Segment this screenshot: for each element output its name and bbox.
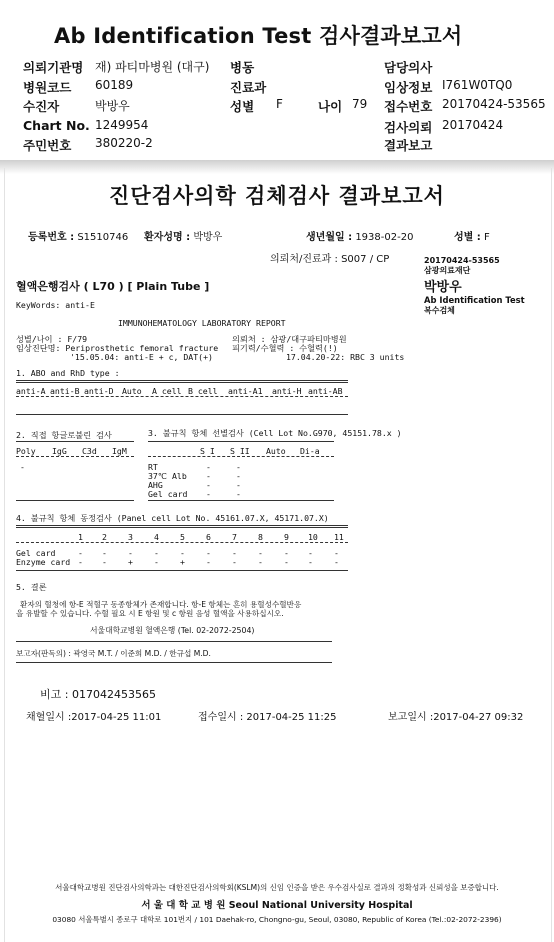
sec5-title: 5. 결론 bbox=[16, 582, 47, 592]
sticker-accession: 20170424-53565 bbox=[424, 256, 500, 265]
sec4-cell-r1-c9: - bbox=[284, 548, 289, 558]
sec3-row-gel-s2: - bbox=[236, 489, 241, 499]
value-chart-no: 1249954 bbox=[95, 118, 149, 132]
sec4-cell-r2-c11: - bbox=[334, 557, 339, 567]
conclusion-line-2: 을 유발할 수 있습니다. 수혈 필요 시 E 항원 및 c 항원 음성 혈액을 사용하십시오. bbox=[16, 609, 284, 618]
sec4-h-col-9: 9 bbox=[284, 532, 289, 542]
sec1-rule-bottom bbox=[16, 414, 348, 415]
sec3-row-rt-s2: - bbox=[236, 462, 241, 472]
sec4-h-col-7: 7 bbox=[232, 532, 237, 542]
sec3-h-s2: S II bbox=[230, 446, 250, 456]
sec4-h-col-2: 2 bbox=[102, 532, 107, 542]
label-clinical-info: 임상정보 bbox=[384, 80, 433, 95]
info-transfusion-detail: 17.04.20-22: RBC 3 units bbox=[286, 352, 405, 362]
reg-no-value: S1510746 bbox=[77, 232, 129, 243]
receive-value: 2017-04-25 11:25 bbox=[246, 712, 337, 723]
sec4-cell-r1-c3: - bbox=[128, 548, 133, 558]
sec4-cell-r2-c2: - bbox=[102, 557, 107, 567]
sec3-row-gel-s1: - bbox=[206, 489, 211, 499]
info-requester: 의뢰처 : 삼광/대구파티마병원 bbox=[232, 334, 347, 344]
sec4-cell-r2-c9: - bbox=[284, 557, 289, 567]
label-hospital-code: 병원코드 bbox=[23, 80, 72, 95]
sticker-org: 삼광의료재단 bbox=[424, 266, 471, 275]
footer-address: 03080 서울특별시 종로구 대학로 101번지 / 101 Daehak-ro, Chongno-gu, Seoul, 03080, Republic of Korea (Tel.:02-2072-2396) bbox=[52, 915, 502, 924]
sec3-h-s1: S I bbox=[200, 446, 215, 456]
sec3-rule-top bbox=[148, 441, 334, 442]
sec3-h-dia: Di-a bbox=[300, 446, 320, 456]
doc-sex-label: 성별 : bbox=[454, 232, 481, 243]
reporter-rule-bottom bbox=[16, 662, 332, 663]
sec4-h-col-4: 4 bbox=[154, 532, 159, 542]
sec4-row-gel-label: Gel card bbox=[16, 548, 56, 558]
collect-label: 채혈일시 : bbox=[26, 712, 72, 723]
sec4-cell-r2-c8: - bbox=[258, 557, 263, 567]
specimen-label-sticker bbox=[424, 256, 525, 316]
sec4-row-enzyme-label: Enzyme card bbox=[16, 557, 71, 567]
value-sex: F bbox=[276, 97, 283, 111]
value-resident-no: 380220-2 bbox=[95, 136, 153, 150]
sec4-rule-top2 bbox=[16, 527, 348, 528]
sec2-h-c3d: C3d bbox=[82, 446, 97, 456]
sec4-cell-r2-c4: - bbox=[154, 557, 159, 567]
sec3-row-rt-label: RT bbox=[148, 462, 158, 472]
sec4-cell-r2-c7: - bbox=[232, 557, 237, 567]
sec4-h-col-5: 5 bbox=[180, 532, 185, 542]
report-date-value: 2017-04-27 09:32 bbox=[433, 712, 524, 723]
label-chart-no: Chart No. bbox=[23, 118, 90, 133]
sec4-cell-r2-c5: + bbox=[180, 557, 185, 567]
birth-value: 1938-02-20 bbox=[355, 232, 414, 243]
bigo-value: 017042453565 bbox=[71, 688, 156, 701]
sec1-title: 1. ABO and RhD type : bbox=[16, 368, 120, 378]
reg-no-label: 등록번호 : bbox=[28, 232, 75, 243]
sec1-h-anti-b: anti-B bbox=[50, 386, 80, 396]
value-age: 79 bbox=[352, 97, 368, 111]
document-title: 진단검사의학 검체검사 결과보고서 bbox=[109, 184, 445, 208]
sec4-cell-r1-c8: - bbox=[258, 548, 263, 558]
reporter-rule-top bbox=[16, 641, 332, 642]
label-age: 나이 bbox=[318, 99, 343, 114]
sec4-rule-mid bbox=[16, 542, 348, 543]
sec2-rule-bottom bbox=[16, 500, 134, 501]
sec4-cell-r1-c11: - bbox=[334, 548, 339, 558]
sec4-h-col-11: 11 bbox=[334, 532, 344, 542]
sec4-cell-r1-c7: - bbox=[232, 548, 237, 558]
sec2-value-poly: - bbox=[20, 462, 25, 472]
label-resident-no: 주민번호 bbox=[23, 138, 72, 153]
value-examinee: 박방우 bbox=[95, 99, 130, 113]
sec3-h-auto: Auto bbox=[266, 446, 286, 456]
info-transfusion-history: 피기력/수혈력 : 수혈력(!) bbox=[232, 343, 338, 353]
sec2-h-poly: Poly bbox=[16, 446, 36, 456]
label-attending-doctor: 담당의사 bbox=[384, 60, 433, 75]
dept-label: 의뢰처/진료과 : bbox=[270, 254, 338, 265]
receive-label: 접수일시 : bbox=[198, 712, 244, 723]
sec1-h-anti-a: anti-A bbox=[16, 386, 46, 396]
value-clinical-info: I761W0TQ0 bbox=[442, 78, 513, 92]
sec1-h-anti-ab: anti-AB bbox=[308, 386, 343, 396]
sec3-row-ahg-s1: - bbox=[206, 480, 211, 490]
sec4-cell-r2-c10: - bbox=[308, 557, 313, 567]
sec4-cell-r1-c5: - bbox=[180, 548, 185, 558]
value-hospital-code: 60189 bbox=[95, 78, 134, 92]
lab-report-title: IMMUNOHEMATOLOGY LABORATORY REPORT bbox=[118, 318, 286, 328]
label-test-request: 검사의뢰 bbox=[384, 120, 433, 135]
sec1-rule-top bbox=[16, 380, 348, 381]
label-sex: 성별 bbox=[230, 99, 255, 114]
sec1-h-a-cell: A cell bbox=[152, 386, 182, 396]
sec3-row-alb-s2: - bbox=[236, 471, 241, 481]
info-sex-age: 성별/나이 : F/79 bbox=[16, 334, 88, 344]
dept-value: S007 / CP bbox=[341, 254, 390, 265]
sec4-cell-r2-c6: - bbox=[206, 557, 211, 567]
report-title: Ab Identification Test 검사결과보고서 bbox=[54, 24, 463, 48]
sec2-rule-top bbox=[16, 441, 134, 442]
patient-name-value: 박방우 bbox=[193, 232, 223, 243]
sec3-row-alb-s1: - bbox=[206, 471, 211, 481]
value-accession-no: 20170424-53565 bbox=[442, 97, 546, 111]
value-test-request: 20170424 bbox=[442, 118, 504, 132]
sec2-h-igg: IgG bbox=[52, 446, 67, 456]
sticker-copy: 복수검체 bbox=[424, 306, 455, 315]
sec1-h-anti-h: anti-H bbox=[272, 386, 302, 396]
sec1-rule-top2 bbox=[16, 382, 348, 383]
blood-bank-contact: 서울대학교병원 혈액은행 (Tel. 02-2072-2504) bbox=[90, 626, 255, 635]
sec4-cell-r2-c1: - bbox=[78, 557, 83, 567]
sec4-cell-r1-c10: - bbox=[308, 548, 313, 558]
label-department: 진료과 bbox=[230, 80, 267, 95]
sec4-h-col-10: 10 bbox=[308, 532, 318, 542]
section-title: 혈액은행검사 ( L70 ) [ Plain Tube ] bbox=[16, 280, 210, 293]
sec2-rule-mid bbox=[16, 456, 134, 457]
sec3-rule-bottom bbox=[148, 500, 334, 501]
sec4-h-col-1: 1 bbox=[78, 532, 83, 542]
sec4-cell-r1-c4: - bbox=[154, 548, 159, 558]
conclusion-line-1: 환자의 혈청에 항-E 적혈구 동종항체가 존재합니다. 항-E 항체는 흔히 용혈성수혈반응 bbox=[20, 600, 302, 609]
sec4-cell-r1-c1: - bbox=[78, 548, 83, 558]
label-result-report: 결과보고 bbox=[384, 138, 433, 153]
sec1-h-auto: Auto bbox=[122, 386, 142, 396]
sec2-title: 2. 직접 항글로불린 검사 bbox=[16, 430, 112, 440]
sec4-title: 4. 불규칙 항체 동정검사 (Panel cell Lot No. 45161.07.X, 45171.07.X) bbox=[16, 513, 329, 523]
sticker-test: Ab Identification Test bbox=[424, 295, 525, 305]
sec4-cell-r1-c2: - bbox=[102, 548, 107, 558]
sec3-title: 3. 불규칙 항체 선별검사 (Cell Lot No.G970, 45151.78.x ) bbox=[148, 428, 402, 438]
sec3-row-alb-label: 37℃ Alb bbox=[148, 471, 187, 481]
label-ward: 병동 bbox=[230, 60, 255, 75]
sec4-cell-r2-c3: + bbox=[128, 557, 133, 567]
patient-name-label: 환자성명 : bbox=[144, 232, 191, 243]
sec2-h-igm: IgM bbox=[112, 446, 127, 456]
sec4-h-col-3: 3 bbox=[128, 532, 133, 542]
label-accession-no: 접수번호 bbox=[384, 99, 433, 114]
label-requesting-org: 의뢰기관명 bbox=[23, 60, 84, 75]
sec1-h-anti-d: anti-D bbox=[84, 386, 114, 396]
label-examinee: 수진자 bbox=[23, 99, 60, 114]
sec1-h-b-cell: B cell bbox=[188, 386, 218, 396]
sec4-h-col-6: 6 bbox=[206, 532, 211, 542]
value-requesting-org: 재) 파티마병원 (대구) bbox=[95, 60, 210, 74]
collect-value: 2017-04-25 11:01 bbox=[71, 712, 162, 723]
sec4-rule-bottom bbox=[16, 570, 348, 571]
info-diagnosis: 임상진단명: Periprosthetic femoral fracture bbox=[16, 343, 219, 353]
sec4-cell-r1-c6: - bbox=[206, 548, 211, 558]
reporter: 보고자(판독의) : 곽영국 M.T. / 이준희 M.D. / 한규섭 M.D. bbox=[16, 649, 211, 658]
sec4-h-col-8: 8 bbox=[258, 532, 263, 542]
birth-label: 생년월일 : bbox=[306, 232, 353, 243]
footer-hospital-name: 서 울 대 학 교 병 원 Seoul National University Hospital bbox=[141, 900, 413, 911]
sec3-rule-mid bbox=[148, 456, 334, 457]
footer-accreditation: 서울대학교병원 진단검사의학과는 대한진단검사의학회(KSLM)의 신임 인증을 받은 우수검사실로 결과의 정확성과 신뢰성을 보증합니다. bbox=[55, 883, 499, 892]
report-date-label: 보고일시 : bbox=[388, 712, 434, 723]
doc-sex-value: F bbox=[484, 232, 490, 243]
sec1-h-anti-a1: anti-A1 bbox=[228, 386, 263, 396]
bigo-label: 비고 : bbox=[40, 688, 69, 701]
sec3-row-gel-label: Gel card bbox=[148, 489, 188, 499]
sec3-row-ahg-label: AHG bbox=[148, 480, 163, 490]
keywords: KeyWords: anti-E bbox=[16, 300, 95, 310]
sec1-rule-mid bbox=[16, 396, 348, 397]
sticker-name: 박방우 bbox=[424, 280, 462, 295]
info-history: '15.05.04: anti-E + c, DAT(+) bbox=[70, 352, 213, 362]
sec3-row-rt-s1: - bbox=[206, 462, 211, 472]
sec4-rule-top bbox=[16, 525, 348, 526]
sec3-row-ahg-s2: - bbox=[236, 480, 241, 490]
